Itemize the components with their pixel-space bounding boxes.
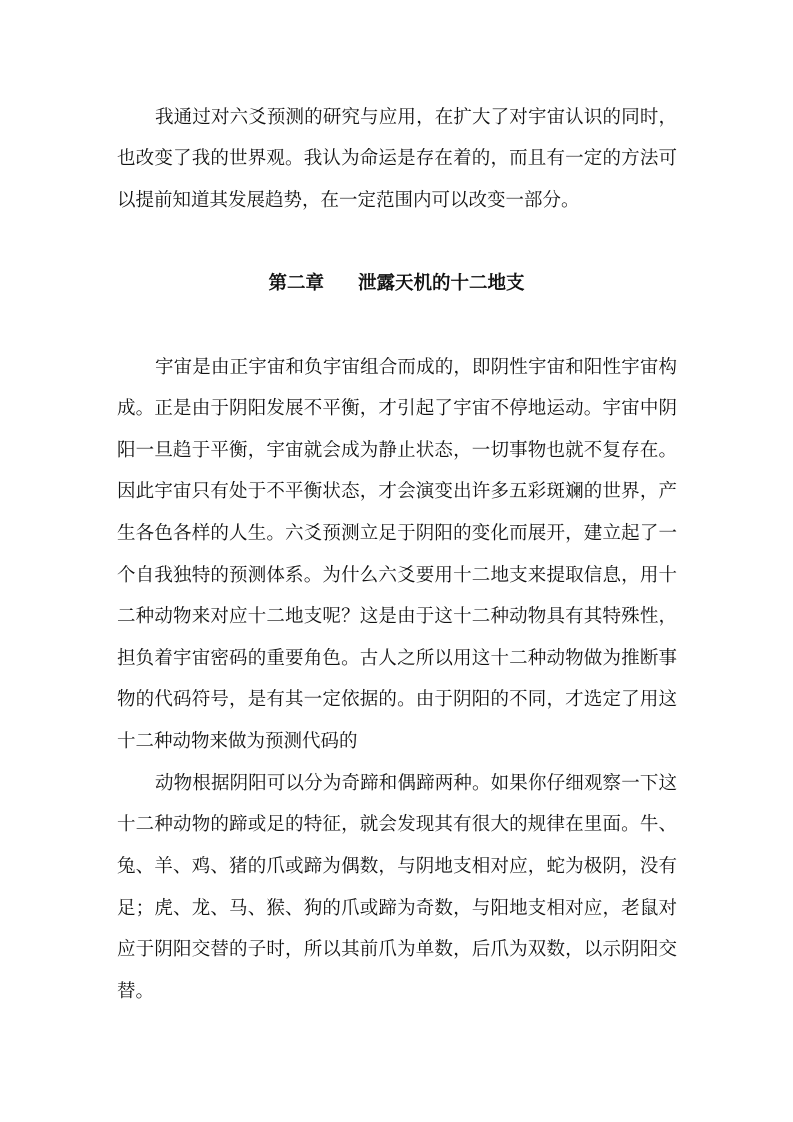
chapter-heading <box>0 271 793 297</box>
chapter-number: 第二章 <box>268 273 324 294</box>
text-line: 以提前知道其发展趋势，在一定范围内可以改变一部分。 <box>117 190 580 211</box>
text-line: 宇宙是由正宇宙和负宇宙组合而成的，即阴性宇宙和阳性宇宙构 <box>155 357 677 378</box>
text-line: 二种动物来对应十二地支呢？这是由于这十二种动物具有其特殊性， <box>117 606 677 627</box>
text-line: 成。正是由于阴阳发展不平衡，才引起了宇宙不停地运动。宇宙中阴 <box>117 398 677 419</box>
text-line: 我通过对六爻预测的研究与应用，在扩大了对宇宙认识的同时， <box>155 107 677 128</box>
text-line: 也改变了我的世界观。我认为命运是存在着的，而且有一定的方法可 <box>117 148 677 169</box>
text-line: 担负着宇宙密码的重要角色。古人之所以用这十二种动物做为推断事 <box>117 648 677 669</box>
text-line: 动物根据阴阳可以分为奇蹄和偶蹄两种。如果你仔细观察一下这 <box>155 773 677 794</box>
text-line: 个自我独特的预测体系。为什么六爻要用十二地支来提取信息，用十 <box>117 565 677 586</box>
text-line: 十二种动物来做为预测代码的 <box>117 731 358 752</box>
text-line: 替。 <box>117 981 155 1002</box>
text-line: 阳一旦趋于平衡，宇宙就会成为静止状态，一切事物也就不复存在。 <box>117 440 677 461</box>
text-line: 十二种动物的蹄或足的特征，就会发现其有很大的规律在里面。牛、 <box>117 814 677 835</box>
text-line: 足；虎、龙、马、猴、狗的爪或蹄为奇数，与阳地支相对应，老鼠对 <box>117 898 677 919</box>
text-line: 生各色各样的人生。六爻预测立足于阴阳的变化而展开，建立起了一 <box>117 523 677 544</box>
text-line: 物的代码符号，是有其一定依据的。由于阴阳的不同，才选定了用这 <box>117 689 677 710</box>
chapter-title: 泄露天机的十二地支 <box>358 273 525 294</box>
text-line: 应于阴阳交替的子时，所以其前爪为单数，后爪为双数，以示阴阳交 <box>117 939 677 960</box>
text-line: 兔、羊、鸡、猪的爪或蹄为偶数，与阴地支相对应，蛇为极阴，没有 <box>117 856 677 877</box>
text-line: 因此宇宙只有处于不平衡状态，才会演变出许多五彩斑斓的世界，产 <box>117 481 677 502</box>
